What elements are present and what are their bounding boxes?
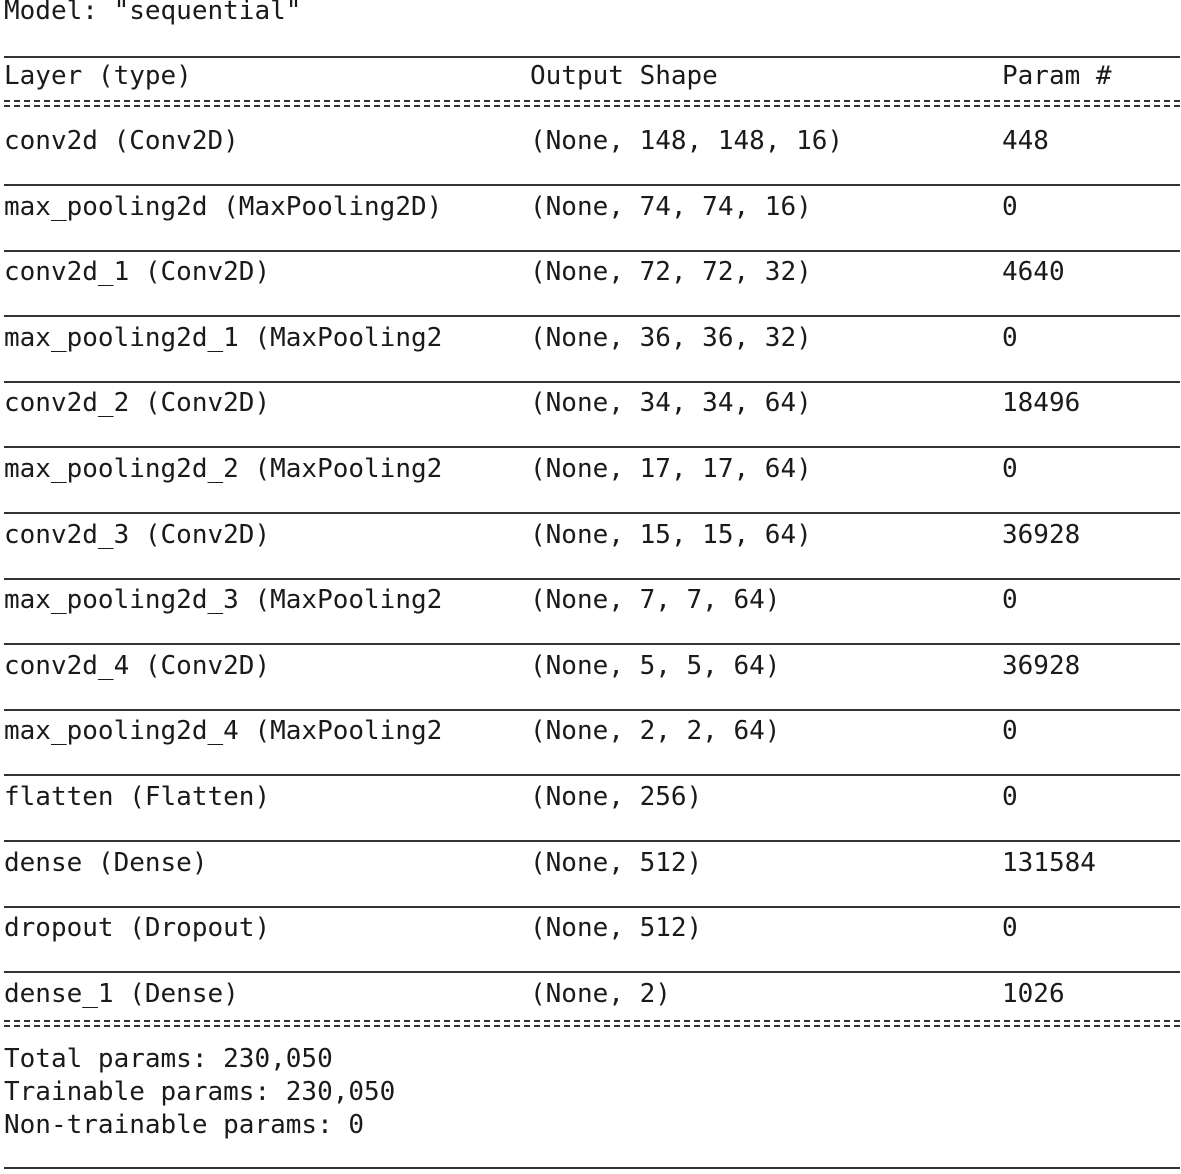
table-row bbox=[4, 585, 1180, 615]
row-separator bbox=[4, 512, 1180, 514]
layer-name-cell: max_pooling2d_3 (MaxPooling2 bbox=[4, 585, 443, 615]
output-shape-cell: (None, 512) bbox=[530, 848, 703, 878]
output-shape-cell: (None, 5, 5, 64) bbox=[530, 651, 781, 681]
param-count-cell: 18496 bbox=[1002, 388, 1081, 418]
param-count-cell: 0 bbox=[1002, 454, 1018, 484]
table-row bbox=[4, 388, 1180, 418]
output-shape-cell: (None, 72, 72, 32) bbox=[530, 257, 812, 287]
output-shape-cell: (None, 34, 34, 64) bbox=[530, 388, 812, 418]
param-count-cell: 131584 bbox=[1002, 848, 1096, 878]
row-separator bbox=[4, 774, 1180, 776]
output-shape-cell: (None, 256) bbox=[530, 782, 703, 812]
layer-name-cell: conv2d_1 (Conv2D) bbox=[4, 257, 271, 287]
layer-name-cell: dense_1 (Dense) bbox=[4, 979, 239, 1009]
row-separator bbox=[4, 578, 1180, 580]
row-separator bbox=[4, 381, 1180, 383]
layer-name-cell: dense (Dense) bbox=[4, 848, 208, 878]
layer-name-cell: conv2d_4 (Conv2D) bbox=[4, 651, 271, 681]
output-shape-cell: (None, 17, 17, 64) bbox=[530, 454, 812, 484]
table-row bbox=[4, 323, 1180, 353]
bottom-rule bbox=[4, 1167, 1180, 1169]
row-separator bbox=[4, 250, 1180, 252]
layer-name-cell: conv2d (Conv2D) bbox=[4, 126, 239, 156]
table-header bbox=[4, 61, 1180, 91]
output-shape-cell: (None, 148, 148, 16) bbox=[530, 126, 844, 156]
param-count-cell: 36928 bbox=[1002, 651, 1081, 681]
layer-name-cell: dropout (Dropout) bbox=[4, 913, 271, 943]
output-shape-cell: (None, 15, 15, 64) bbox=[530, 520, 812, 550]
output-shape-cell: (None, 512) bbox=[530, 913, 703, 943]
layer-name-cell: max_pooling2d_1 (MaxPooling2 bbox=[4, 323, 443, 353]
output-shape-cell: (None, 36, 36, 32) bbox=[530, 323, 812, 353]
total-params: Total params: 230,050 bbox=[4, 1044, 333, 1074]
header-output-shape: Output Shape bbox=[530, 61, 718, 91]
row-separator bbox=[4, 184, 1180, 186]
non-trainable-params: Non-trainable params: 0 bbox=[4, 1110, 365, 1140]
param-count-cell: 4640 bbox=[1002, 257, 1065, 287]
row-separator bbox=[4, 840, 1180, 842]
layer-name-cell: max_pooling2d (MaxPooling2D) bbox=[4, 192, 443, 222]
param-count-cell: 0 bbox=[1002, 782, 1018, 812]
layer-name-cell: max_pooling2d_4 (MaxPooling2 bbox=[4, 716, 443, 746]
header-param-count: Param # bbox=[1002, 61, 1112, 91]
table-row bbox=[4, 520, 1180, 550]
table-row bbox=[4, 257, 1180, 287]
footer-double-rule bbox=[4, 1020, 1180, 1028]
table-row bbox=[4, 126, 1180, 156]
table-row bbox=[4, 716, 1180, 746]
param-count-cell: 1026 bbox=[1002, 979, 1065, 1009]
table-row bbox=[4, 192, 1180, 222]
table-row bbox=[4, 651, 1180, 681]
param-count-cell: 36928 bbox=[1002, 520, 1081, 550]
header-double-rule bbox=[4, 100, 1180, 108]
row-separator bbox=[4, 906, 1180, 908]
row-separator bbox=[4, 315, 1180, 317]
model-title: Model: "sequential" bbox=[4, 0, 302, 26]
table-row bbox=[4, 913, 1180, 943]
row-separator bbox=[4, 971, 1180, 973]
param-count-cell: 0 bbox=[1002, 716, 1018, 746]
table-row bbox=[4, 848, 1180, 878]
table-row bbox=[4, 782, 1180, 812]
trainable-params: Trainable params: 230,050 bbox=[4, 1077, 396, 1107]
layer-name-cell: conv2d_3 (Conv2D) bbox=[4, 520, 271, 550]
row-separator bbox=[4, 446, 1180, 448]
param-count-cell: 0 bbox=[1002, 323, 1018, 353]
output-shape-cell: (None, 2, 2, 64) bbox=[530, 716, 781, 746]
param-count-cell: 0 bbox=[1002, 585, 1018, 615]
param-count-cell: 448 bbox=[1002, 126, 1049, 156]
layer-name-cell: conv2d_2 (Conv2D) bbox=[4, 388, 271, 418]
layer-name-cell: max_pooling2d_2 (MaxPooling2 bbox=[4, 454, 443, 484]
row-separator bbox=[4, 643, 1180, 645]
output-shape-cell: (None, 74, 74, 16) bbox=[530, 192, 812, 222]
header-layer: Layer (type) bbox=[4, 61, 192, 91]
param-count-cell: 0 bbox=[1002, 192, 1018, 222]
top-rule bbox=[4, 56, 1180, 58]
table-row bbox=[4, 979, 1180, 1009]
output-shape-cell: (None, 2) bbox=[530, 979, 671, 1009]
layer-name-cell: flatten (Flatten) bbox=[4, 782, 271, 812]
param-count-cell: 0 bbox=[1002, 913, 1018, 943]
row-separator bbox=[4, 709, 1180, 711]
output-shape-cell: (None, 7, 7, 64) bbox=[530, 585, 781, 615]
table-row bbox=[4, 454, 1180, 484]
